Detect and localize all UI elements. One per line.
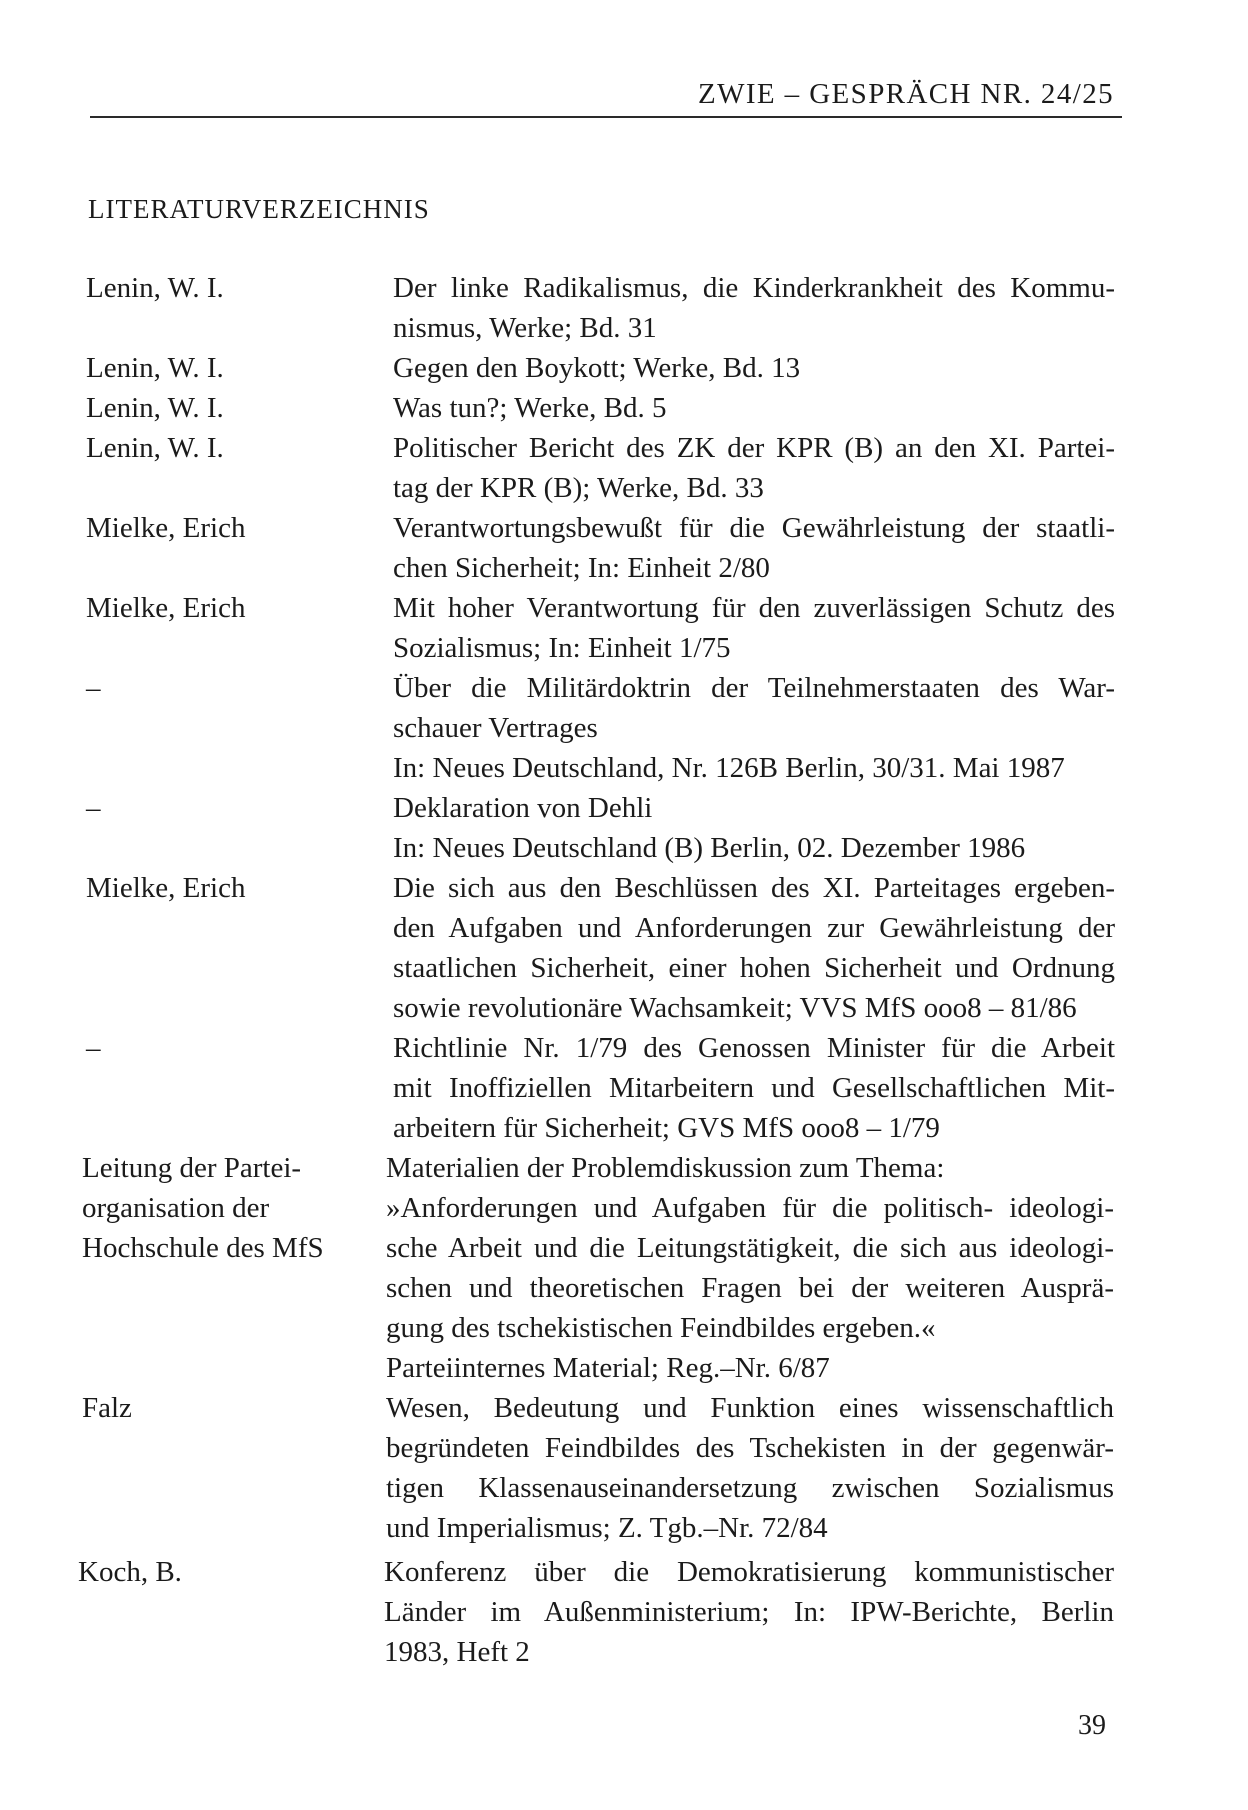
entry-work (393, 1028, 1115, 1148)
work-line: schauer Vertrages (393, 712, 598, 744)
author-line: Lenin, W. I. (86, 392, 224, 424)
work-line: Richtlinie Nr. 1/79 des Genossen Minister für die Arbeit (393, 1032, 1115, 1064)
author-line: Mielke, Erich (86, 592, 246, 624)
entry-author (82, 1388, 382, 1428)
entry-author (86, 1028, 386, 1068)
entry-author (86, 388, 386, 428)
author-line: Mielke, Erich (86, 512, 246, 544)
entry-author (86, 348, 386, 388)
work-line: gung des tschekistischen Feindbildes ergeben.« (386, 1312, 936, 1344)
work-line: arbeitern für Sicherheit; GVS MfS ooo8 – 1/79 (393, 1112, 940, 1144)
running-head-title: ZWIE – GESPRÄCH NR. 24/25 (697, 78, 1114, 110)
work-line: schen und theoretischen Fragen bei der weiteren Ausprä- (386, 1272, 1114, 1304)
entry-author (82, 1148, 382, 1268)
entry-author (86, 668, 386, 708)
work-line: Länder im Außenministerium; In: IPW-Berichte, Berlin (384, 1596, 1114, 1628)
running-header (90, 78, 1122, 118)
work-line: Über die Militärdoktrin der Teilnehmerstaaten des War- (393, 672, 1115, 704)
author-line: – (86, 672, 101, 704)
entry-work (393, 588, 1115, 668)
author-line: Hochschule des MfS (82, 1232, 324, 1264)
section-title: LITERATURVERZEICHNIS (88, 194, 430, 224)
entry-work (393, 668, 1115, 788)
work-line: Materialien der Problemdiskussion zum Thema: (386, 1152, 945, 1184)
entry-work (384, 1552, 1114, 1672)
work-line: Mit hoher Verantwortung für den zuverlässigen Schutz des (393, 592, 1115, 624)
work-line: Verantwortungsbewußt für die Gewährleistung der staatli- (393, 512, 1115, 544)
author-line: Leitung der Partei- (82, 1152, 302, 1184)
work-line: Konferenz über die Demokratisierung kommunistischer (384, 1556, 1114, 1588)
work-line: staatlichen Sicherheit, einer hohen Sicherheit und Ordnung (393, 952, 1115, 984)
author-line: Mielke, Erich (86, 872, 246, 904)
entry-work (393, 268, 1115, 348)
author-line: Lenin, W. I. (86, 352, 224, 384)
work-line: Politischer Bericht des ZK der KPR (B) an den XI. Partei- (393, 432, 1115, 464)
work-line: sche Arbeit und die Leitungstätigkeit, die sich aus ideologi- (386, 1232, 1114, 1264)
work-line: und Imperialismus; Z. Tgb.–Nr. 72/84 (386, 1512, 828, 1544)
entry-author (86, 268, 386, 308)
page-number: 39 (1078, 1710, 1106, 1741)
entry-author (86, 788, 386, 828)
author-line: Lenin, W. I. (86, 432, 224, 464)
work-line: Wesen, Bedeutung und Funktion eines wissenschaftlich (386, 1392, 1114, 1424)
author-line: Koch, B. (78, 1556, 182, 1588)
work-line: Gegen den Boykott; Werke, Bd. 13 (393, 352, 801, 384)
entry-work (393, 388, 1115, 428)
entry-author (86, 868, 386, 908)
entry-author (86, 588, 386, 628)
work-line: sowie revolutionäre Wachsamkeit; VVS MfS ooo8 – 81/86 (393, 992, 1077, 1024)
entry-work (393, 788, 1115, 868)
work-line: Sozialismus; In: Einheit 1/75 (393, 632, 731, 664)
author-line: – (86, 1032, 101, 1064)
work-line: tag der KPR (B); Werke, Bd. 33 (393, 472, 764, 504)
work-line: Parteiinternes Material; Reg.–Nr. 6/87 (386, 1352, 830, 1384)
work-line: begründeten Feindbildes des Tschekisten in der gegenwär- (386, 1432, 1114, 1464)
author-line: organisation der (82, 1192, 270, 1224)
work-line: In: Neues Deutschland (B) Berlin, 02. Dezember 1986 (393, 832, 1026, 864)
entry-author (86, 428, 386, 468)
work-line: mit Inoffiziellen Mitarbeitern und Gesellschaftlichen Mit- (393, 1072, 1115, 1104)
work-line: »Anforderungen und Aufgaben für die politisch- ideologi- (386, 1192, 1114, 1224)
work-line: chen Sicherheit; In: Einheit 2/80 (393, 552, 770, 584)
author-line: Falz (82, 1392, 132, 1424)
work-line: Der linke Radikalismus, die Kinderkrankheit des Kommu- (393, 272, 1115, 304)
entry-work (393, 428, 1115, 508)
entry-author (86, 508, 386, 548)
entry-work (393, 508, 1115, 588)
work-line: den Aufgaben und Anforderungen zur Gewährleistung der (393, 912, 1115, 944)
work-line: 1983, Heft 2 (384, 1636, 530, 1668)
entry-work (386, 1148, 1114, 1388)
work-line: Deklaration von Dehli (393, 792, 653, 824)
entry-author (78, 1552, 378, 1592)
work-line: tigen Klassenauseinandersetzung zwischen Sozialismus (386, 1472, 1114, 1504)
work-line: nismus, Werke; Bd. 31 (393, 312, 657, 344)
entry-work (393, 348, 1115, 388)
author-line: Lenin, W. I. (86, 272, 224, 304)
work-line: Was tun?; Werke, Bd. 5 (393, 392, 667, 424)
entry-work (393, 868, 1115, 1028)
author-line: – (86, 792, 101, 824)
work-line: In: Neues Deutschland, Nr. 126B Berlin, 30/31. Mai 1987 (393, 752, 1065, 784)
entry-work (386, 1388, 1114, 1548)
work-line: Die sich aus den Beschlüssen des XI. Parteitages ergeben- (393, 872, 1115, 904)
